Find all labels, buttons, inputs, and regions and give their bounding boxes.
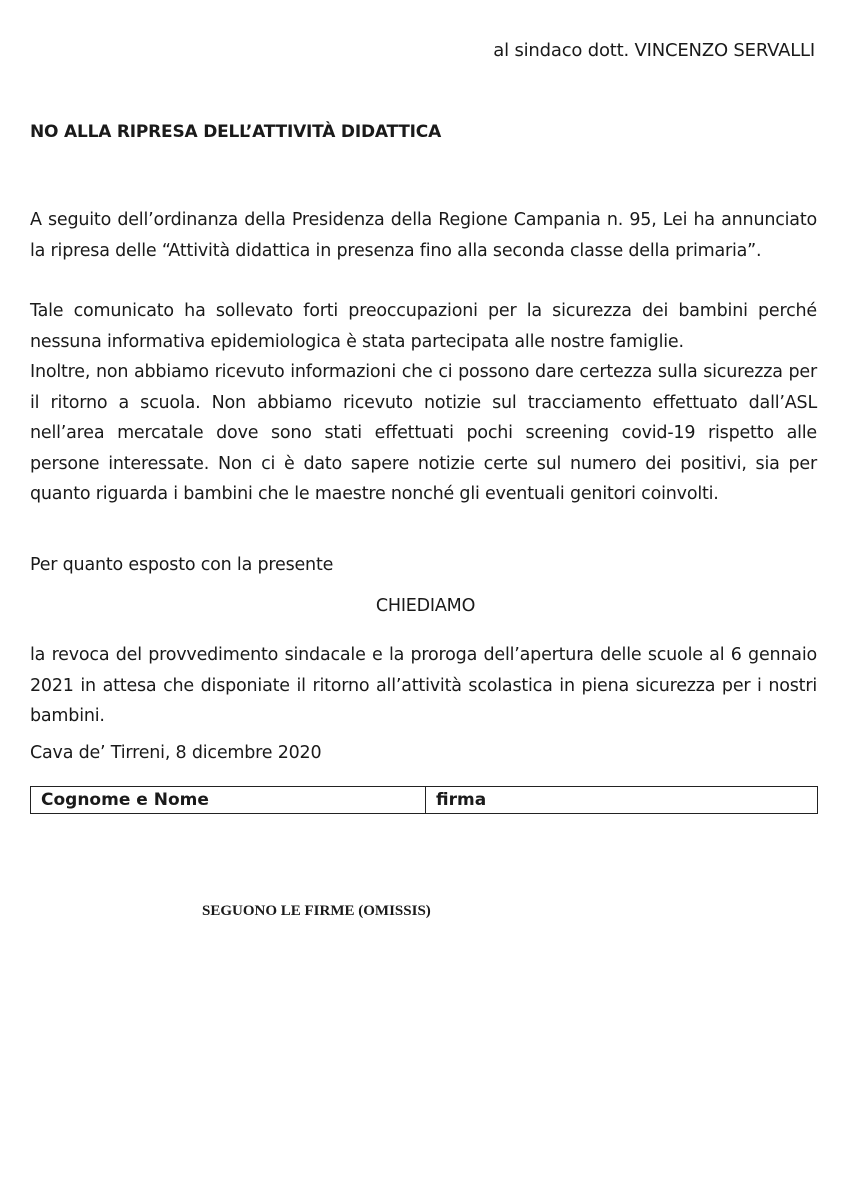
column-header-signature: firma (426, 787, 818, 814)
addressee-line: al sindaco dott. VINCENZO SERVALLI (493, 40, 815, 61)
paragraph-premise: Per quanto esposto con la presente (30, 555, 334, 575)
signatures-omitted-note: SEGUONO LE FIRME (OMISSIS) (202, 903, 431, 919)
column-header-name: Cognome e Nome (31, 787, 426, 814)
paragraph-information: Inoltre, non abbiamo ricevuto informazioni che ci possono dare certezza sulla sicurezza per il ritorno a scuola. Non abbiamo ricevuto notizie sul tracciamento effettuato dall’ASL nell’area mercatale dove sono stati effettuati pochi screening covid-19 rispetto alle persone interessate. Non ci è dato sapere notizie certe sul numero dei positivi, sia per quanto riguarda i bambini che le maestre nonché gli eventuali genitori coinvolti. (30, 362, 817, 504)
signature-table (30, 786, 818, 814)
request-heading: CHIEDIAMO (375, 596, 476, 616)
table-row (31, 787, 818, 814)
place-date: Cava de’ Tirreni, 8 dicembre 2020 (30, 743, 322, 763)
paragraph-ordinance: A seguito dell’ordinanza della Presidenza della Regione Campania n. 95, Lei ha annunciato la ripresa delle “Attività didattica in presenza fino alla seconda classe della primaria”. (30, 210, 817, 261)
paragraph-concerns: Tale comunicato ha sollevato forti preoccupazioni per la sicurezza dei bambini perché nessuna informativa epidemiologica è stata partecipata alle nostre famiglie. (30, 301, 817, 352)
paragraph-request: la revoca del provvedimento sindacale e la proroga dell’apertura delle scuole al 6 gennaio 2021 in attesa che disponiate il ritorno all’attività scolastica in piena sicurezza per i nostri bambini. (30, 645, 817, 726)
document-title: NO ALLA RIPRESA DELL’ATTIVITÀ DIDATTICA (30, 122, 442, 142)
